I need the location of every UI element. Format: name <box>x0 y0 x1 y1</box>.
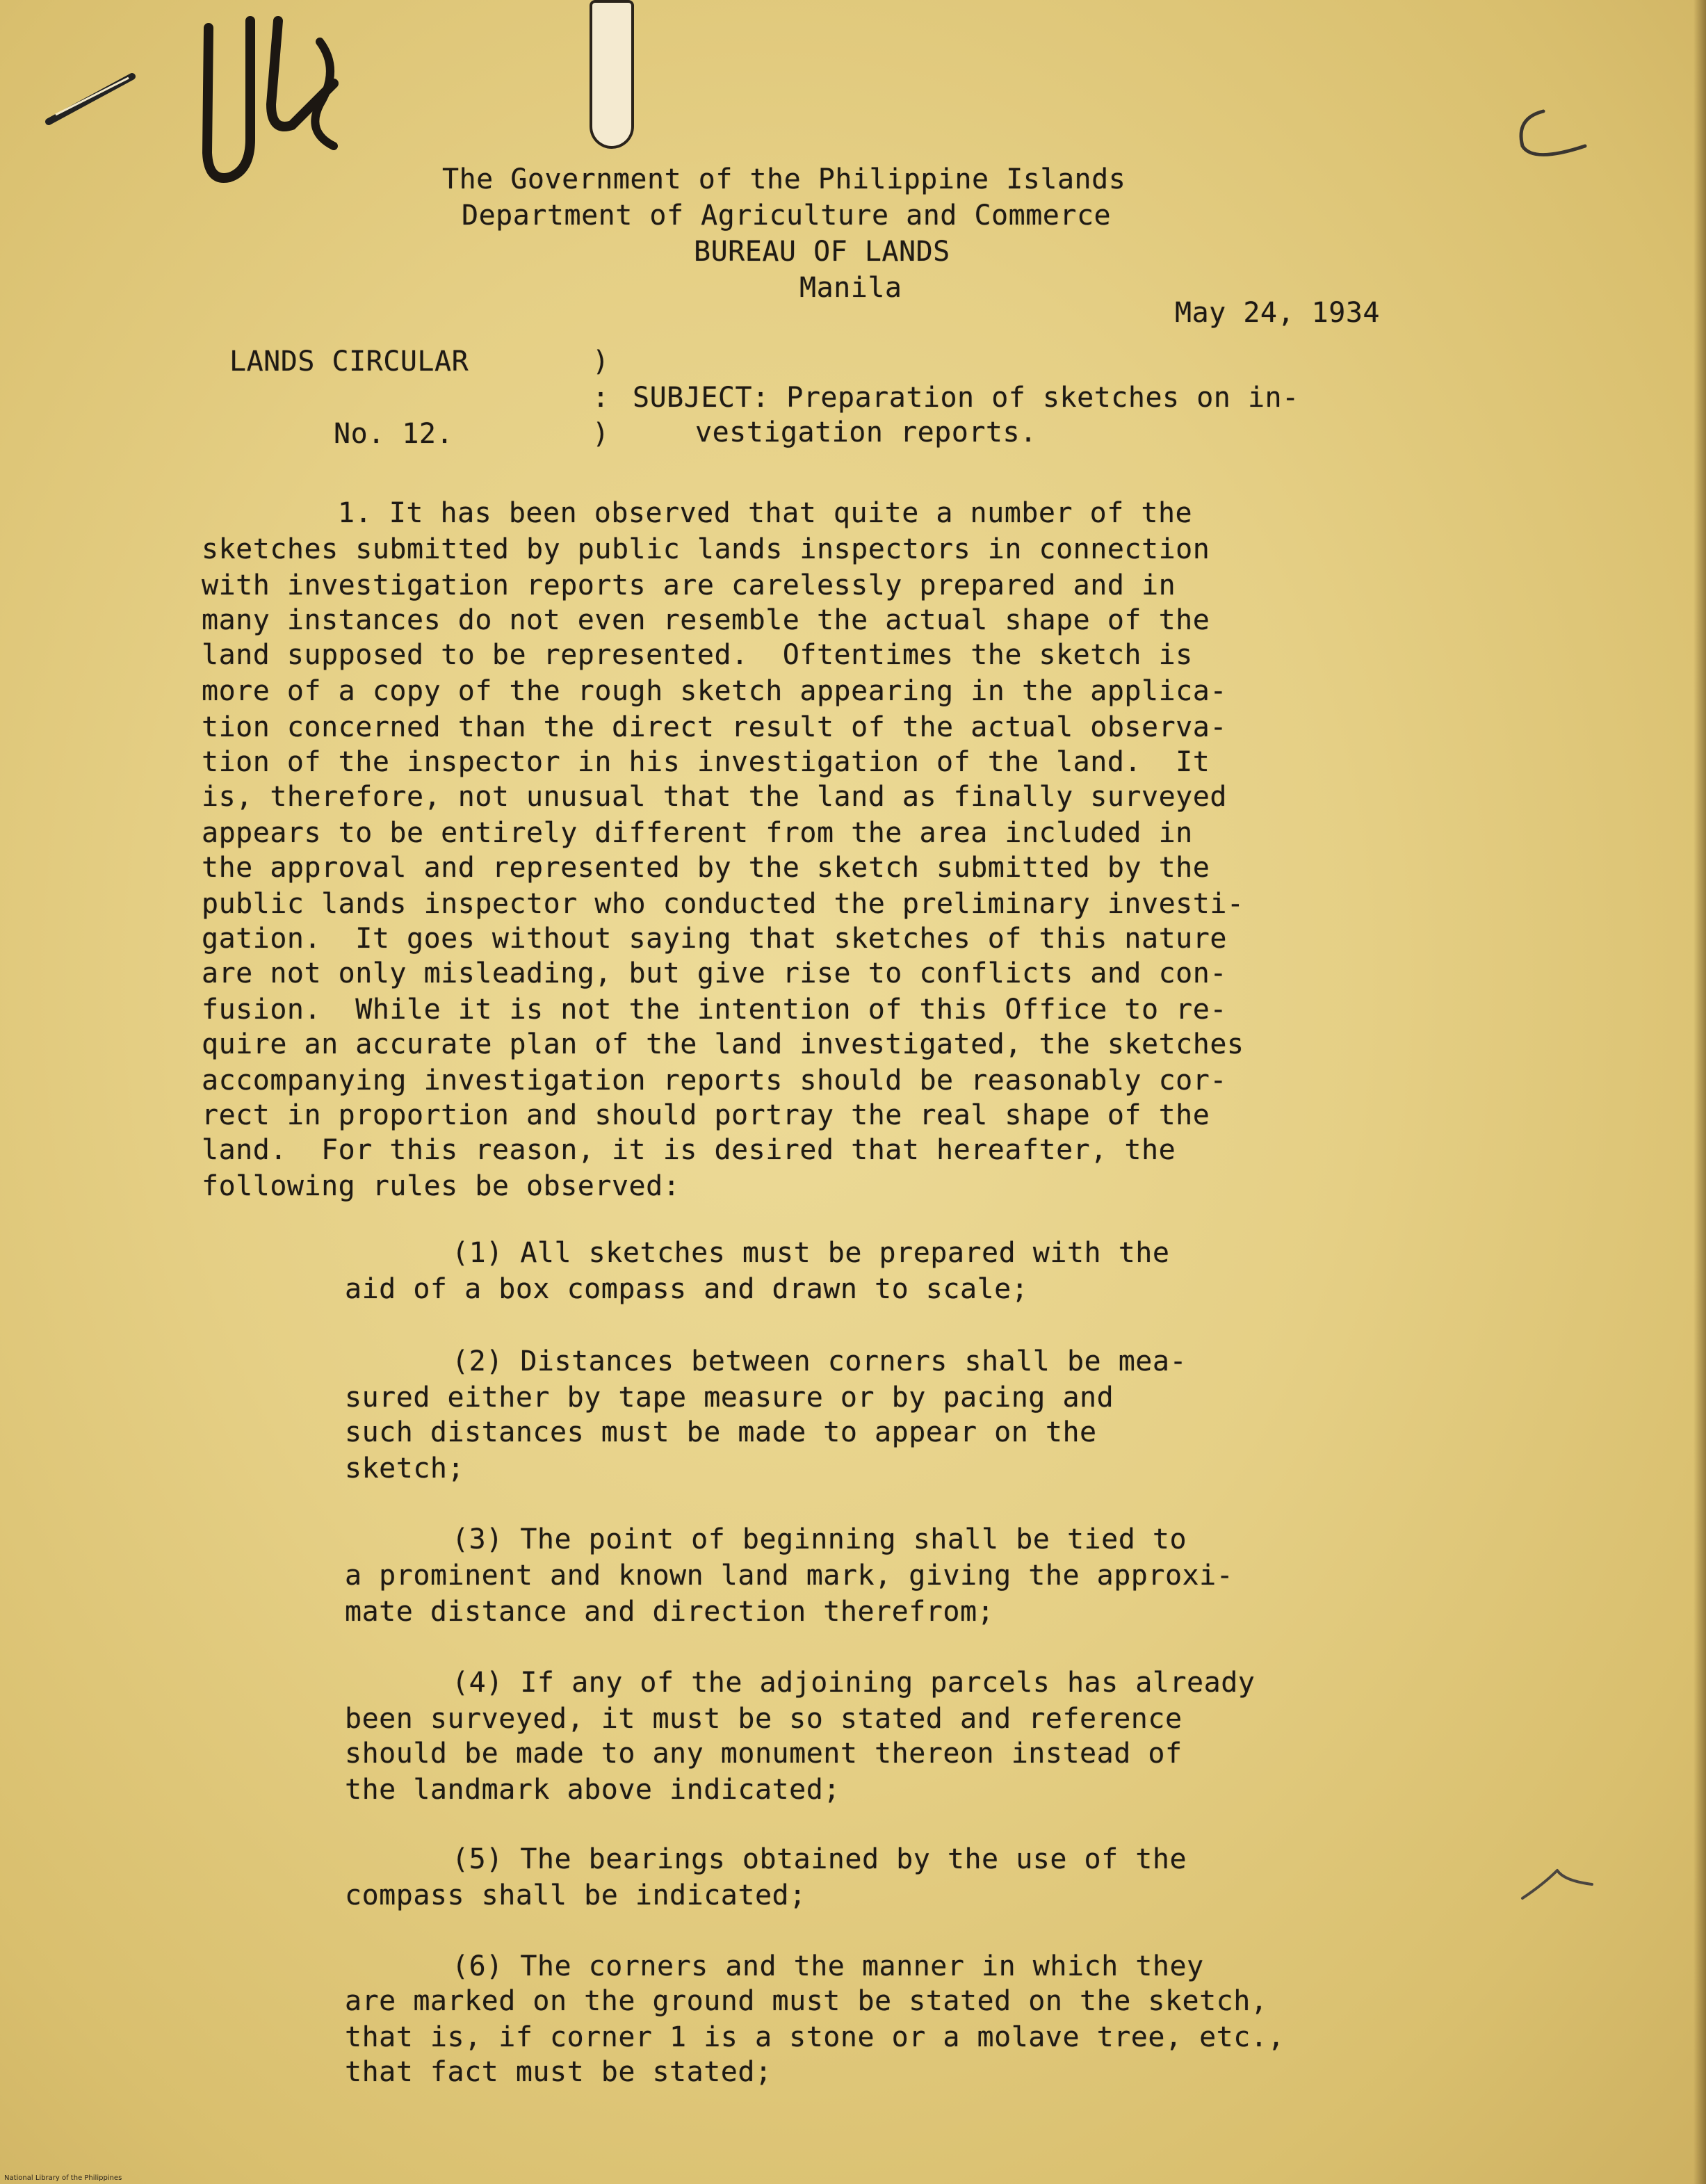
top-left-ink-marks <box>42 0 361 209</box>
rule-line: (2) Distances between corners shall be mea- <box>452 1345 1187 1377</box>
header-bureau: BUREAU OF LANDS <box>694 236 950 268</box>
paragraph-line: tion of the inspector in his investigation of the land. It <box>202 746 1210 778</box>
paragraph-line: with investigation reports are carelessly prepared and in <box>202 569 1176 601</box>
paragraph-line: public lands inspector who conducted the preliminary investi- <box>202 888 1244 920</box>
paragraph-line: accompanying investigation reports should be reasonably cor- <box>202 1065 1227 1097</box>
paragraph-line: many instances do not even resemble the actual shape of the <box>202 604 1210 636</box>
rule-line: been surveyed, it must be so stated and reference <box>345 1703 1183 1735</box>
rule-line: (6) The corners and the manner in which they <box>452 1950 1204 1982</box>
archive-footer: National Library of the Philippines <box>4 2174 122 2182</box>
paragraph-line: sketches submitted by public lands inspectors in connection <box>202 533 1210 565</box>
rule-line: (1) All sketches must be prepared with the <box>452 1237 1170 1269</box>
paragraph-line: land. For this reason, it is desired that hereafter, the <box>202 1134 1176 1166</box>
circular-number: No. 12. <box>334 418 454 450</box>
paragraph-line: more of a copy of the rough sketch appearing in the applica- <box>202 675 1227 707</box>
paragraph-line: fusion. While it is not the intention of this Office to re- <box>202 994 1227 1026</box>
rule-line: compass shall be indicated; <box>345 1879 806 1911</box>
rule-line: that is, if corner 1 is a stone or a molave tree, etc., <box>345 2021 1285 2053</box>
rule-line: aid of a box compass and drawn to scale; <box>345 1273 1029 1305</box>
rule-line: (5) The bearings obtained by the use of the <box>452 1843 1187 1875</box>
paragraph-line: land supposed to be represented. Oftentimes the sketch is <box>202 639 1193 671</box>
header-city: Manila <box>799 272 902 304</box>
rule-line: (4) If any of the adjoining parcels has already <box>452 1667 1256 1699</box>
marginal-pencil-c <box>1502 97 1599 167</box>
bracket-2: : <box>592 382 610 414</box>
punched-hole <box>590 0 634 149</box>
paragraph-line: the approval and represented by the sketch submitted by the <box>202 852 1210 884</box>
bracket-1: ) <box>592 346 610 378</box>
paragraph-line: gation. It goes without saying that sketches of this nature <box>202 923 1227 955</box>
paragraph-line: 1. It has been observed that quite a number of the <box>338 497 1193 529</box>
paragraph-line: tion concerned than the direct result of the actual observa- <box>202 711 1227 743</box>
paragraph-line: following rules be observed: <box>202 1170 681 1202</box>
subject-line-1: SUBJECT: Preparation of sketches on in- <box>633 382 1299 414</box>
rule-line: are marked on the ground must be stated on the sketch, <box>345 1985 1268 2017</box>
page-edge-shadow <box>1693 0 1706 2184</box>
pencil-margin-mark <box>1516 1863 1599 1905</box>
rule-line: (3) The point of beginning shall be tied to <box>452 1523 1187 1555</box>
rule-line: sured either by tape measure or by pacing and <box>345 1382 1114 1414</box>
rule-line: should be made to any monument thereon instead of <box>345 1738 1183 1770</box>
paragraph-line: rect in proportion and should portray the real shape of the <box>202 1099 1210 1131</box>
rule-line: the landmark above indicated; <box>345 1774 840 1806</box>
paragraph-line: are not only misleading, but give rise to conflicts and con- <box>202 957 1227 989</box>
header-government: The Government of the Philippine Islands <box>442 163 1126 195</box>
paragraph-line: is, therefore, not unusual that the land as finally surveyed <box>202 781 1227 813</box>
document-date: May 24, 1934 <box>1175 297 1380 329</box>
circular-label: LANDS CIRCULAR <box>229 346 469 378</box>
rule-line: such distances must be made to appear on the <box>345 1416 1097 1448</box>
rule-line: sketch; <box>345 1453 465 1485</box>
rule-line: mate distance and direction therefrom; <box>345 1596 995 1628</box>
paragraph-line: appears to be entirely different from the area included in <box>202 817 1193 849</box>
subject-line-2: vestigation reports. <box>695 416 1037 448</box>
paragraph-line: quire an accurate plan of the land investigated, the sketches <box>202 1028 1244 1060</box>
rule-line: that fact must be stated; <box>345 2056 772 2088</box>
rule-line: a prominent and known land mark, giving the approxi- <box>345 1560 1234 1592</box>
header-department: Department of Agriculture and Commerce <box>462 200 1112 232</box>
bracket-3: ) <box>592 418 610 450</box>
